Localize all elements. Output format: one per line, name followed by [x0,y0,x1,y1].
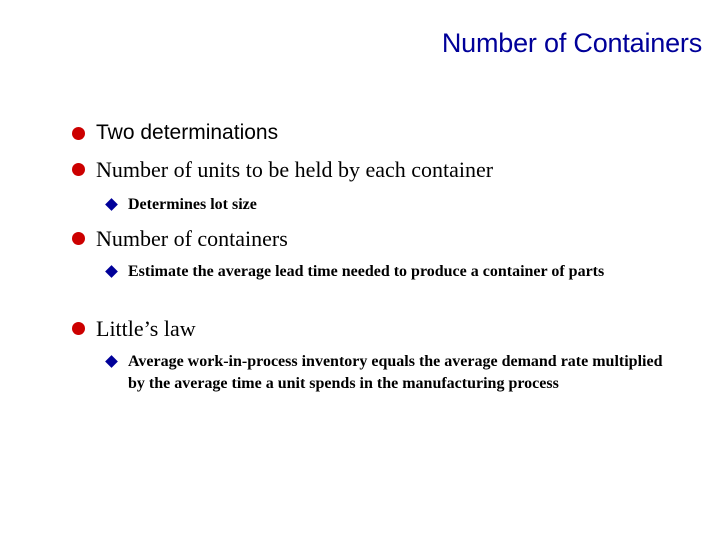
red-dot-icon [72,232,85,245]
bullet-text: Little’s law [96,316,196,341]
blue-diamond-icon [105,198,118,211]
red-dot-icon [72,127,85,140]
red-dot-icon [72,322,85,335]
bullet-text: Two determinations [96,121,279,144]
blue-diamond-icon [105,355,118,368]
sub-bullet-text: Determines lot size [128,196,257,213]
sub-bullet-text: Estimate the average lead time needed to produce a container of parts [128,263,605,280]
bullet-text: Number of containers [96,226,288,251]
slide-title: Number of Containers [441,28,702,58]
sub-bullet-text: Average work-in-process inventory equals the average demand rate multiplied by the average time a unit spends in the manufacturing process [128,353,663,392]
bullet-text: Number of units to be held by each container [96,157,494,182]
blue-diamond-icon [105,265,118,278]
red-dot-icon [72,163,85,176]
